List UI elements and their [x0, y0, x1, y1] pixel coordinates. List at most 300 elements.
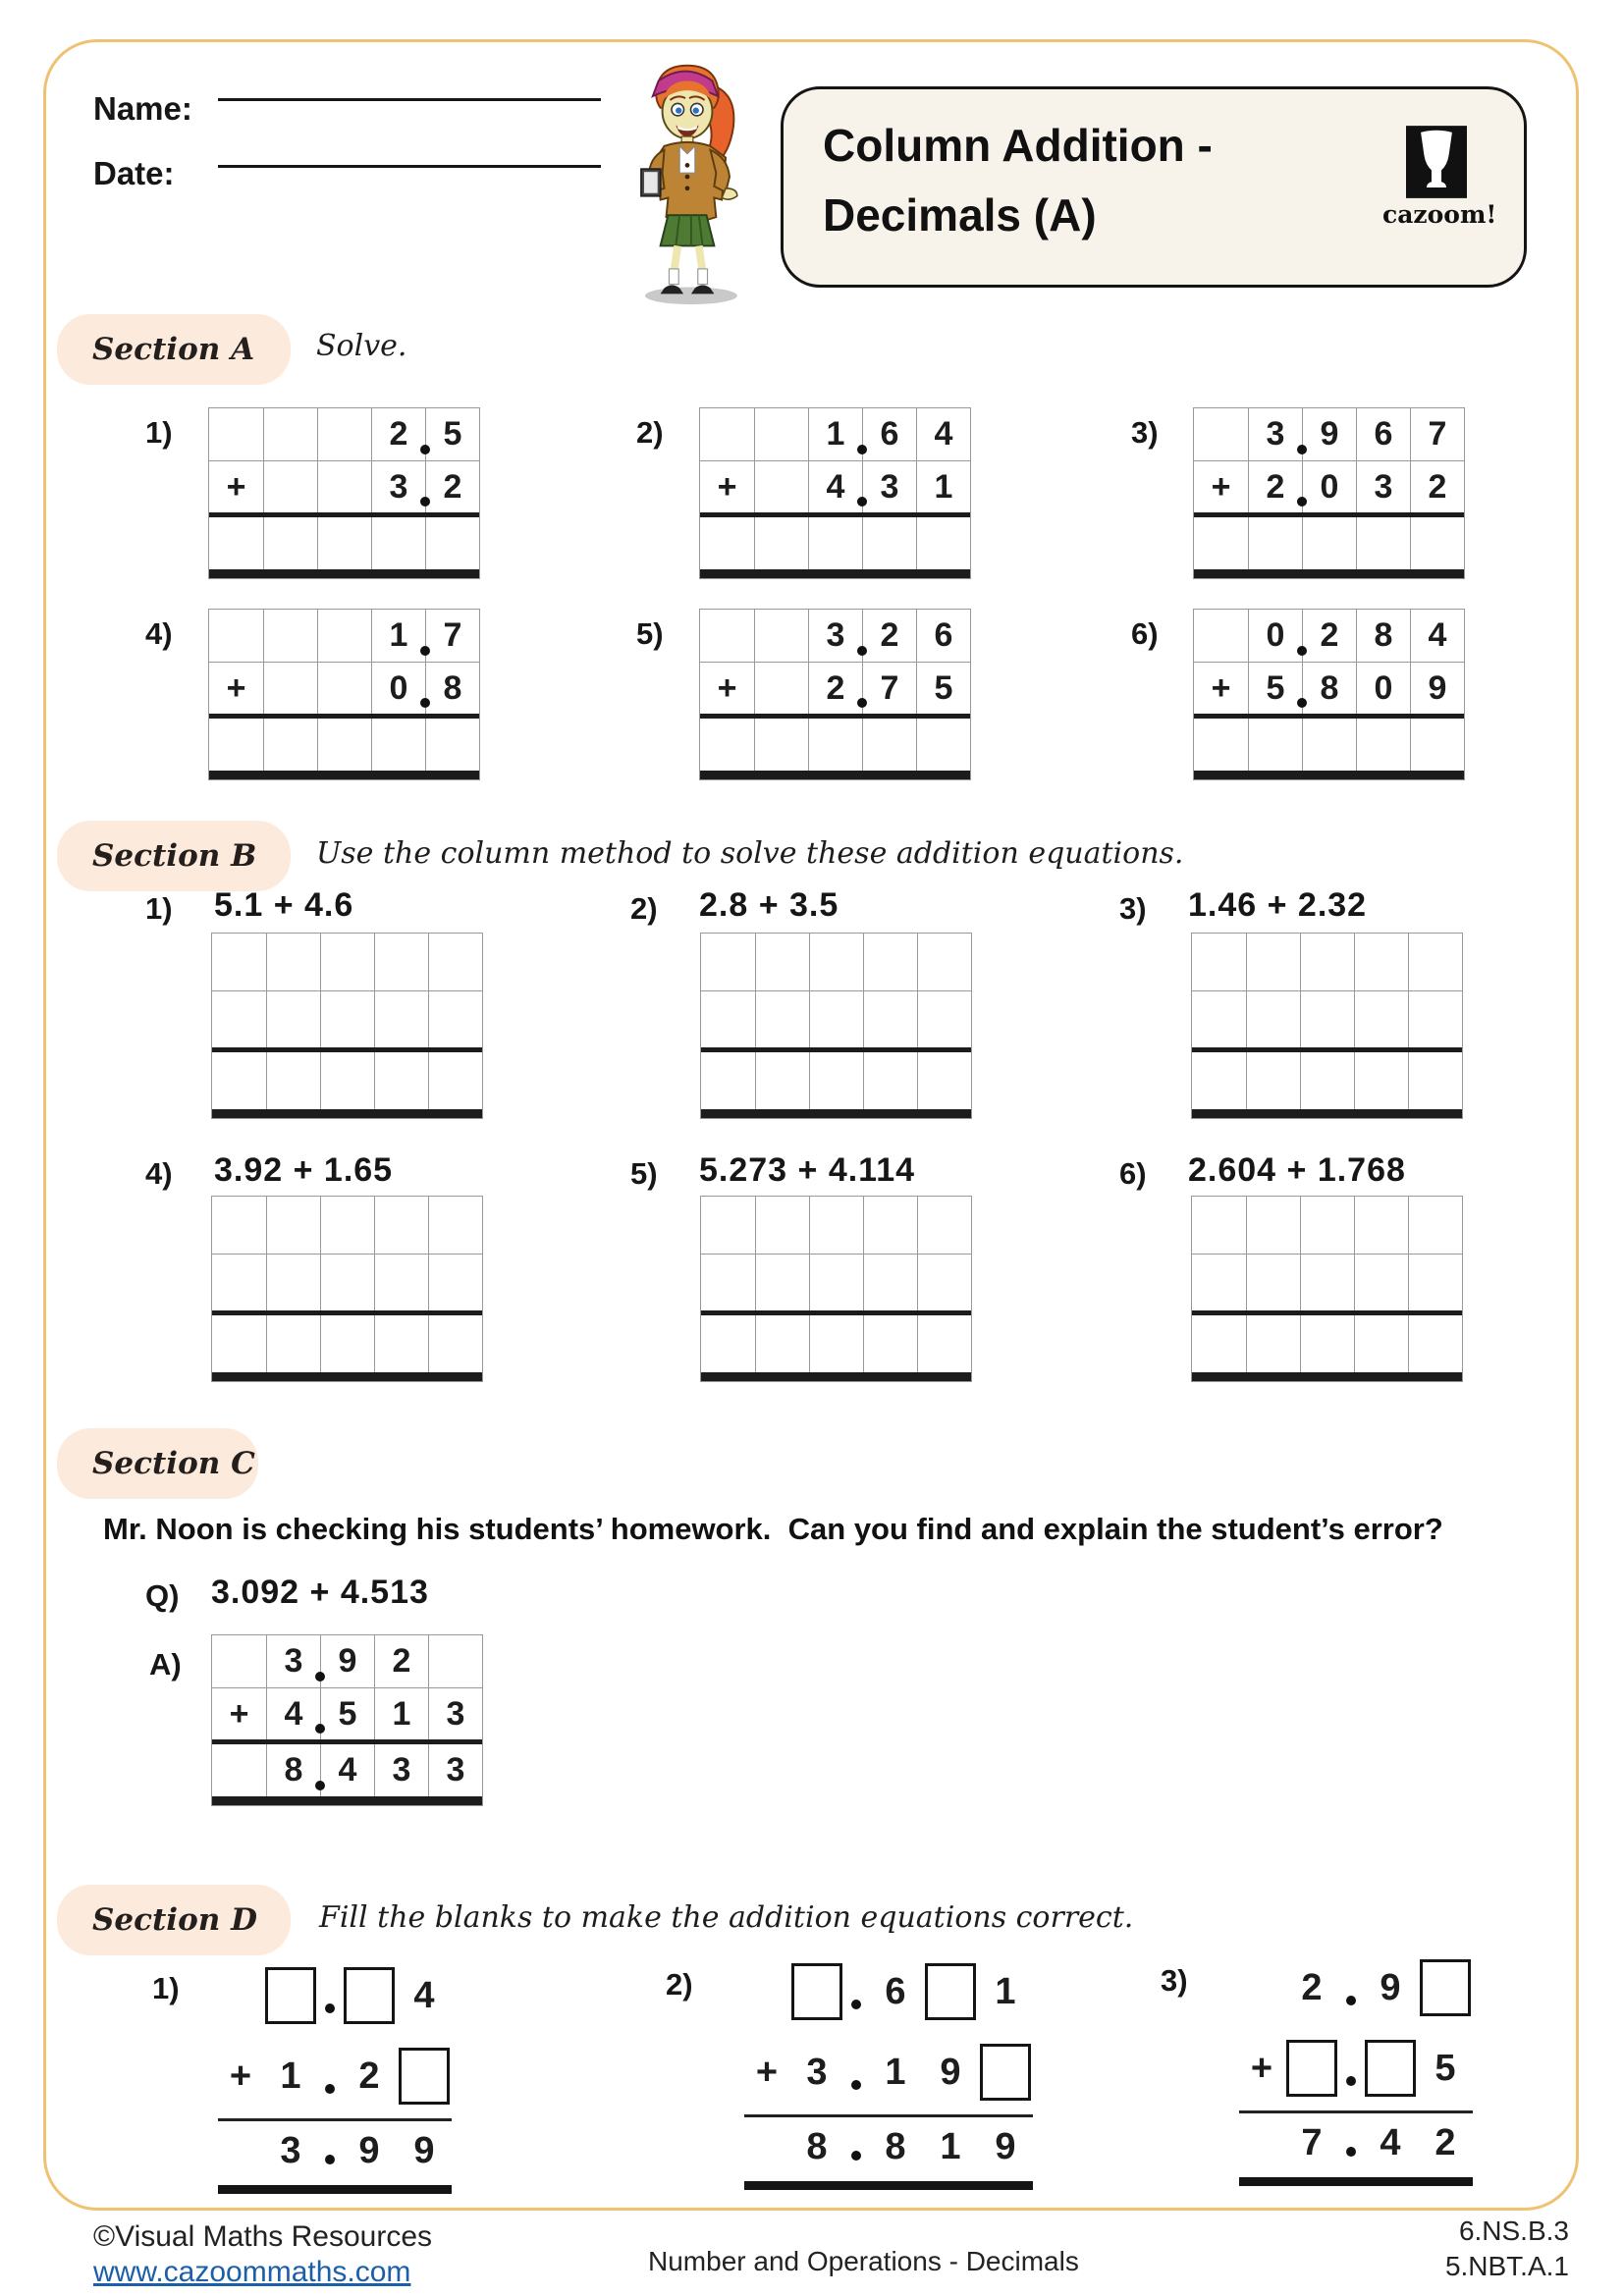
empty-grid-cell [1192, 1052, 1246, 1109]
empty-grid-cell [317, 719, 371, 771]
digit-cell: 3 [266, 1635, 320, 1687]
empty-grid-cell [212, 990, 266, 1047]
empty-grid-cell [212, 934, 266, 990]
digit: 9 [1380, 1966, 1401, 2008]
decimal-slot [844, 2055, 868, 2090]
digit-cell: 1 [371, 610, 425, 662]
digit-cell: 3 [808, 610, 862, 662]
empty-grid-cell [374, 990, 428, 1047]
empty-grid-cell [317, 662, 371, 714]
column-grid [1193, 609, 1465, 780]
grid-row [212, 990, 482, 1047]
decimal-point [420, 497, 430, 507]
grid-bottom-bar [1192, 1109, 1462, 1118]
grid-row [1192, 934, 1462, 990]
answer-label: A) [149, 1647, 182, 1682]
digit-cell: 9 [1302, 408, 1356, 460]
grid-row [209, 460, 479, 512]
empty-grid-cell [862, 517, 916, 569]
student-illustration [589, 54, 785, 307]
decimal-point [857, 497, 867, 507]
decimal-point [420, 445, 430, 454]
digit-cell: 9 [1410, 662, 1464, 714]
grid-bottom-bar [209, 569, 479, 578]
blank-box [791, 1963, 842, 2020]
empty-grid-b1 [211, 933, 483, 1119]
blank-box [265, 1967, 316, 2024]
empty-grid-cell [917, 1052, 971, 1109]
digit-cell: 4 [916, 408, 970, 460]
digit-cell: 6 [1356, 408, 1410, 460]
equation: 1.46 + 2.32 [1188, 886, 1368, 924]
decimal-point [851, 2151, 861, 2161]
digit-cell: 6 [916, 610, 970, 662]
blank-box-slot [342, 1967, 397, 2024]
plus-sign-cell: + [212, 1687, 266, 1739]
decimal-point [325, 2084, 335, 2094]
empty-grid-cell [320, 990, 374, 1047]
empty-grid-cell [1410, 517, 1464, 569]
column-grid-a2 [699, 407, 971, 579]
digit-cell: 8 [1302, 662, 1356, 714]
empty-grid-cell [1408, 1315, 1462, 1372]
grid-bottom-bar [1194, 771, 1464, 779]
empty-grid-cell [266, 1254, 320, 1310]
name-blank-line [218, 98, 601, 101]
digit-cell: 4 [1410, 610, 1464, 662]
problem-number: 6) [1119, 1156, 1147, 1191]
digit-cell: 4 [266, 1687, 320, 1739]
section-d-instruction: Fill the blanks to make the addition equations correct. [319, 1900, 1134, 1935]
grid-bottom-bar [700, 771, 970, 779]
footer-topic: Number and Operations - Decimals [648, 2246, 1079, 2276]
decimal-point [1297, 497, 1307, 507]
digit-cell: 9 [320, 1635, 374, 1687]
empty-grid-cell [212, 1635, 266, 1687]
column-grid [700, 933, 972, 1119]
empty-grid-cell [317, 610, 371, 662]
problem-number: 4) [145, 616, 173, 651]
empty-grid-cell [1194, 610, 1248, 662]
plus-sign-cell: + [1194, 460, 1248, 512]
empty-grid-cell [701, 1254, 755, 1310]
empty-grid-cell [755, 1052, 809, 1109]
grid-bottom-bar [701, 1109, 971, 1118]
digit: 9 [940, 2051, 961, 2093]
fill-blank-row [1239, 2028, 1473, 2109]
empty-grid-cell [263, 662, 317, 714]
empty-grid-cell [755, 990, 809, 1047]
empty-grid-cell [263, 460, 317, 512]
empty-grid-cell [917, 1315, 971, 1372]
blank-box [344, 1967, 395, 2024]
problem-number: 3) [1161, 1963, 1188, 1998]
digit-cell: 5 [916, 662, 970, 714]
blank-box-slot [1418, 1959, 1473, 2016]
equation: 2.604 + 1.768 [1188, 1151, 1406, 1189]
problem-number: 2) [636, 415, 664, 450]
digit-cell: 5 [320, 1687, 374, 1739]
blank-box [1286, 2040, 1337, 2097]
decimal-slot [318, 2137, 342, 2164]
grid-row [212, 934, 482, 990]
empty-grid-cell [266, 990, 320, 1047]
blank-box-slot [923, 1963, 978, 2020]
empty-grid-cell [1194, 517, 1248, 569]
digit: 8 [885, 2125, 906, 2167]
decimal-point [1297, 445, 1307, 454]
digit-cell: 3 [371, 460, 425, 512]
empty-grid-cell [701, 990, 755, 1047]
grid-row [1194, 610, 1464, 662]
empty-grid-cell [1356, 719, 1410, 771]
problem-number: 6) [1131, 616, 1159, 651]
digit: 1 [885, 2051, 906, 2093]
empty-grid-cell [1356, 517, 1410, 569]
question-equation: 3.092 + 4.513 [211, 1574, 429, 1611]
plus-sign-cell: + [209, 662, 263, 714]
grid-bottom-bar [212, 1109, 482, 1118]
empty-grid-cell [1354, 990, 1408, 1047]
grid-row [212, 1254, 482, 1310]
empty-grid-cell [317, 460, 371, 512]
grid-row [212, 1315, 482, 1372]
digit-cell: 3 [1248, 408, 1302, 460]
digit: 2 [358, 2055, 380, 2097]
decimal-point [857, 646, 867, 656]
plus-sign: + [229, 2055, 252, 2097]
empty-grid-cell [809, 1315, 863, 1372]
worksheet-title [823, 111, 1213, 251]
empty-grid-cell [212, 1197, 266, 1254]
column-grid [699, 609, 971, 780]
empty-grid-b3 [1191, 933, 1463, 1119]
plus-sign: + [755, 2051, 779, 2093]
empty-grid-cell [1246, 1315, 1300, 1372]
empty-grid-cell [320, 1197, 374, 1254]
digit-cell: 2 [1248, 460, 1302, 512]
decimal-point [857, 698, 867, 708]
empty-grid-cell [700, 517, 754, 569]
fill-blank-problem-2 [744, 1951, 1033, 2190]
empty-grid-cell [754, 610, 808, 662]
empty-grid-cell [917, 934, 971, 990]
section-c-label: Section C [57, 1428, 258, 1499]
column-grid-a6 [1193, 609, 1465, 780]
plus-sign: + [1250, 2047, 1273, 2089]
standards-codes [1445, 2214, 1569, 2285]
grid-row [700, 719, 970, 771]
website-link[interactable]: www.cazoommaths.com [93, 2256, 411, 2288]
empty-grid-cell [1246, 934, 1300, 990]
empty-grid-cell [1354, 1197, 1408, 1254]
grid-row [701, 1197, 971, 1254]
grid-row [700, 662, 970, 714]
digit-cell: 5 [1248, 662, 1302, 714]
empty-grid-cell [755, 1254, 809, 1310]
grid-row [212, 1635, 482, 1687]
grid-bottom-bar [1194, 569, 1464, 578]
empty-grid-cell [320, 1254, 374, 1310]
grid-row [209, 408, 479, 460]
empty-grid-cell [263, 408, 317, 460]
empty-grid-cell [754, 662, 808, 714]
empty-grid-cell [209, 408, 263, 460]
empty-grid-cell [1300, 1052, 1354, 1109]
empty-grid-cell [700, 610, 754, 662]
problem-number: 1) [145, 415, 173, 450]
fill-blank-row [1239, 2113, 1473, 2172]
digit-cell: 8 [425, 662, 479, 714]
blank-box-slot [1363, 2040, 1418, 2097]
empty-grid-cell [863, 1254, 917, 1310]
digit: 9 [358, 2129, 380, 2171]
grid-row [1194, 517, 1464, 569]
cazoom-logo-text: cazoom! [1382, 200, 1497, 229]
blank-box-slot [397, 2048, 452, 2105]
empty-grid-cell [1246, 1052, 1300, 1109]
empty-grid-cell [263, 517, 317, 569]
fill-blank-row [1239, 1948, 1473, 2028]
empty-grid-cell [374, 1052, 428, 1109]
grid-row [700, 517, 970, 569]
column-grid [211, 1196, 483, 1382]
grid-row [1194, 408, 1464, 460]
empty-grid-cell [701, 1315, 755, 1372]
problem-number: 4) [145, 1156, 173, 1191]
empty-grid-cell [701, 934, 755, 990]
empty-grid-cell [266, 934, 320, 990]
empty-grid-cell [1408, 1052, 1462, 1109]
empty-grid-cell [320, 934, 374, 990]
empty-grid-cell [862, 719, 916, 771]
problem-number: 5) [630, 1156, 658, 1191]
equation: 5.273 + 4.114 [699, 1151, 916, 1189]
empty-grid-cell [266, 1052, 320, 1109]
grid-bottom-bar [212, 1796, 482, 1805]
decimal-point [1346, 1996, 1356, 2005]
grid-row [701, 1315, 971, 1372]
digit: 4 [1380, 2121, 1401, 2163]
grid-row [700, 610, 970, 662]
empty-grid-cell [863, 934, 917, 990]
digit-cell: 2 [374, 1635, 428, 1687]
empty-grid-cell [1354, 1315, 1408, 1372]
empty-grid-b6 [1191, 1196, 1463, 1382]
title-line-2: Decimals (A) [823, 189, 1097, 241]
digit-cell: 5 [425, 408, 479, 460]
grid-row [212, 1197, 482, 1254]
empty-grid-cell [700, 719, 754, 771]
decimal-point [1346, 2076, 1356, 2086]
empty-grid-cell [1246, 990, 1300, 1047]
empty-grid-cell [917, 1254, 971, 1310]
grid-row [701, 1254, 971, 1310]
digit-cell: 0 [371, 662, 425, 714]
empty-grid-cell [754, 408, 808, 460]
grid-row [1194, 662, 1464, 714]
problem-number: 1) [152, 1971, 180, 2005]
empty-grid-cell [809, 990, 863, 1047]
empty-grid-cell [1192, 1315, 1246, 1372]
empty-grid-cell [428, 1254, 482, 1310]
empty-grid-cell [428, 1052, 482, 1109]
digit-cell: 3 [428, 1687, 482, 1739]
column-grid [700, 1196, 972, 1382]
column-grid-a4 [208, 609, 480, 780]
fill-blank-row [218, 2121, 452, 2180]
empty-grid-cell [808, 719, 862, 771]
empty-grid-cell [809, 934, 863, 990]
column-grid [211, 933, 483, 1119]
equation: 3.92 + 1.65 [214, 1151, 394, 1189]
column-grid [1191, 1196, 1463, 1382]
empty-grid-cell [320, 1315, 374, 1372]
column-grid [208, 609, 480, 780]
empty-grid-cell [1300, 990, 1354, 1047]
decimal-slot [844, 2133, 868, 2161]
column-grid [1191, 933, 1463, 1119]
empty-grid-cell [428, 990, 482, 1047]
decimal-slot [1339, 2129, 1363, 2157]
empty-grid-cell [701, 1197, 755, 1254]
grid-bottom-bar [701, 1372, 971, 1381]
empty-grid-cell [374, 1197, 428, 1254]
empty-grid-cell [1192, 1197, 1246, 1254]
empty-grid-cell [1408, 1197, 1462, 1254]
empty-grid-cell [755, 1315, 809, 1372]
cazoom-logo [1382, 125, 1497, 229]
empty-grid-cell [863, 1315, 917, 1372]
column-grid [1193, 407, 1465, 579]
digit: 7 [1301, 2121, 1323, 2163]
answer-bottom-bar [218, 2185, 452, 2194]
empty-grid-cell [266, 1197, 320, 1254]
digit-cell: 0 [1248, 610, 1302, 662]
decimal-point [325, 2003, 335, 2013]
empty-grid-cell [700, 408, 754, 460]
decimal-point [851, 2080, 861, 2090]
empty-grid-b4 [211, 1196, 483, 1382]
worksheet-title-box [781, 86, 1527, 288]
empty-grid-cell [1192, 990, 1246, 1047]
grid-row [1192, 1197, 1462, 1254]
empty-grid-cell [917, 1197, 971, 1254]
empty-grid-cell [425, 517, 479, 569]
grid-row [701, 990, 971, 1047]
section-a-label: Section A [57, 314, 291, 385]
decimal-point [315, 1672, 325, 1682]
plus-sign-cell: + [209, 460, 263, 512]
decimal-point [1297, 698, 1307, 708]
empty-grid-cell [209, 719, 263, 771]
decimal-point [1297, 646, 1307, 656]
empty-grid-cell [754, 719, 808, 771]
empty-grid-cell [1300, 1315, 1354, 1372]
empty-grid-cell [212, 1744, 266, 1796]
column-grid [208, 407, 480, 579]
digit-cell: 3 [374, 1744, 428, 1796]
grid-row [701, 1052, 971, 1109]
digit-cell: 3 [1356, 460, 1410, 512]
decimal-point [315, 1724, 325, 1734]
empty-grid-cell [1408, 934, 1462, 990]
grid-row [212, 1744, 482, 1796]
digit: 1 [280, 2055, 301, 2097]
grid-row [701, 934, 971, 990]
empty-grid-cell [809, 1052, 863, 1109]
worked-answer-grid [211, 1634, 483, 1806]
digit-cell: 2 [1410, 460, 1464, 512]
problem-number: 5) [636, 616, 664, 651]
empty-grid-cell [320, 1052, 374, 1109]
decimal-slot [1339, 2051, 1363, 2086]
grid-row [700, 460, 970, 512]
digit-cell: 4 [808, 460, 862, 512]
digit: 8 [806, 2125, 828, 2167]
digit-cell: 2 [862, 610, 916, 662]
grid-row [209, 517, 479, 569]
name-label: Name: [93, 90, 192, 127]
digit-cell: 7 [862, 662, 916, 714]
equation: 2.8 + 3.5 [699, 886, 839, 924]
digit-cell: 8 [266, 1744, 320, 1796]
problem-number: 2) [666, 1967, 693, 2002]
grid-row [1192, 990, 1462, 1047]
empty-grid-b2 [700, 933, 972, 1119]
column-grid [211, 1634, 483, 1806]
empty-grid-cell [1192, 934, 1246, 990]
digit-cell: 8 [1356, 610, 1410, 662]
column-grid [699, 407, 971, 579]
digit-cell: 4 [320, 1744, 374, 1796]
digit-cell: 0 [1356, 662, 1410, 714]
empty-grid-cell [428, 934, 482, 990]
blank-box-slot [978, 2044, 1033, 2101]
empty-grid-cell [1246, 1254, 1300, 1310]
empty-grid-cell [266, 1315, 320, 1372]
answer-bottom-bar [1239, 2177, 1473, 2186]
digit: 5 [1435, 2047, 1456, 2089]
blank-box [925, 1963, 976, 2020]
digit: 3 [806, 2051, 828, 2093]
empty-grid-cell [1248, 719, 1302, 771]
fill-blank-problem-3 [1239, 1948, 1473, 2186]
grid-row [1194, 719, 1464, 771]
section-b-label: Section B [57, 821, 291, 891]
decimal-point [1346, 2147, 1356, 2157]
question-label: Q) [145, 1578, 180, 1613]
empty-grid-b5 [700, 1196, 972, 1382]
empty-grid-cell [209, 517, 263, 569]
blank-box [1365, 2040, 1416, 2097]
digit-cell: 1 [374, 1687, 428, 1739]
grid-row [1194, 460, 1464, 512]
decimal-point [851, 2000, 861, 2009]
empty-grid-cell [809, 1254, 863, 1310]
grid-row [1192, 1052, 1462, 1109]
problem-number: 3) [1119, 891, 1147, 926]
empty-grid-cell [809, 1197, 863, 1254]
digit-cell: 2 [808, 662, 862, 714]
empty-grid-cell [863, 1052, 917, 1109]
empty-grid-cell [754, 460, 808, 512]
fill-blank-row [218, 1955, 452, 2036]
grid-row [700, 408, 970, 460]
decimal-slot [844, 1974, 868, 2009]
digit: 2 [1301, 1966, 1323, 2008]
digit-cell: 6 [862, 408, 916, 460]
